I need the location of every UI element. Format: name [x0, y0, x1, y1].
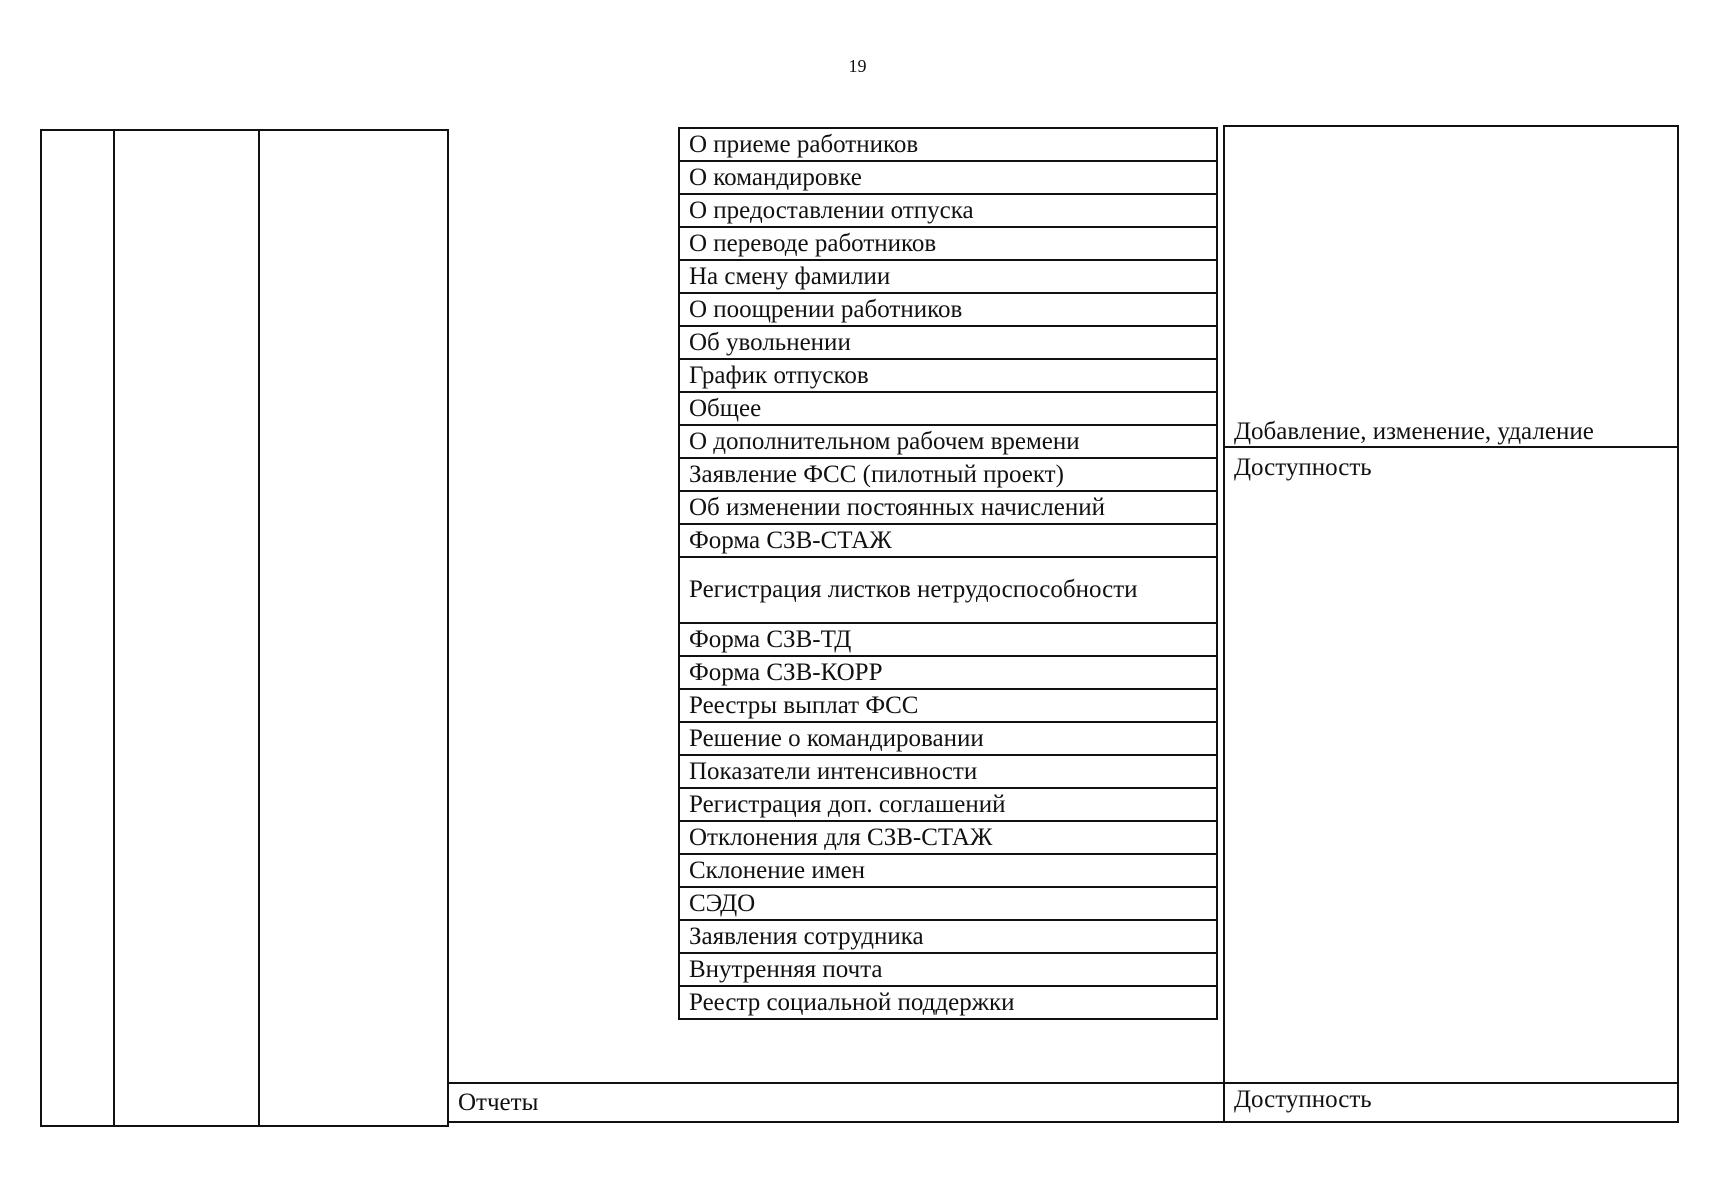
- items-table: [678, 127, 1218, 1020]
- table-row: [679, 524, 1217, 557]
- table-row: [679, 920, 1217, 953]
- item-cell: На смену фамилии: [679, 260, 1217, 293]
- table-row: [679, 425, 1217, 458]
- table-row: [679, 326, 1217, 359]
- item-cell: Общее: [679, 392, 1217, 425]
- item-cell: О приеме работников: [679, 128, 1217, 161]
- reports-row-top: [447, 1082, 1225, 1084]
- item-cell: Реестр социальной поддержки: [679, 986, 1217, 1019]
- reports-row-bottom: [447, 1121, 1225, 1123]
- table-row: [679, 986, 1217, 1019]
- reports-label: Отчеты: [458, 1089, 539, 1116]
- item-cell: О предоставлении отпуска: [679, 194, 1217, 227]
- page-number: 19: [848, 56, 867, 76]
- table-row: [679, 689, 1217, 722]
- item-cell: Заявление ФСС (пилотный проект): [679, 458, 1217, 491]
- item-cell: Регистрация листков нетрудоспособности: [679, 557, 1217, 623]
- table-row: [679, 227, 1217, 260]
- table-row: [679, 161, 1217, 194]
- left-frame: [40, 129, 449, 1127]
- table-row: [679, 128, 1217, 161]
- item-cell: Форма СЗВ-СТАЖ: [679, 524, 1217, 557]
- table-row: [679, 788, 1217, 821]
- item-cell: Отклонения для СЗВ-СТАЖ: [679, 821, 1217, 854]
- table-row: [679, 722, 1217, 755]
- table-row: [679, 623, 1217, 656]
- col-divider-2: [258, 129, 260, 1127]
- item-cell: О поощрении работников: [679, 293, 1217, 326]
- rights-general: Добавление, изменение, удаление: [1234, 418, 1594, 445]
- rights-frame: [1223, 125, 1679, 1123]
- item-cell: Внутренняя почта: [679, 953, 1217, 986]
- item-cell: Форма СЗВ-ТД: [679, 623, 1217, 656]
- item-cell: Регистрация доп. соглашений: [679, 788, 1217, 821]
- item-cell: О командировке: [679, 161, 1217, 194]
- table-row: [679, 854, 1217, 887]
- table-row: [679, 359, 1217, 392]
- item-cell: СЭДО: [679, 887, 1217, 920]
- item-cell: Заявления сотрудника: [679, 920, 1217, 953]
- table-row: [679, 887, 1217, 920]
- item-cell: О переводе работников: [679, 227, 1217, 260]
- table-row: [679, 491, 1217, 524]
- table-row: [679, 293, 1217, 326]
- table-row: [679, 260, 1217, 293]
- reports-right: Доступность: [1234, 1086, 1372, 1113]
- item-cell: Решение о командировании: [679, 722, 1217, 755]
- table-row: [679, 392, 1217, 425]
- table-row: [679, 821, 1217, 854]
- table-row: [679, 953, 1217, 986]
- table-row: [679, 458, 1217, 491]
- item-cell: Об увольнении: [679, 326, 1217, 359]
- item-cell: Реестры выплат ФСС: [679, 689, 1217, 722]
- table-row: [679, 194, 1217, 227]
- table-row: [679, 557, 1217, 623]
- item-cell: Показатели интенсивности: [679, 755, 1217, 788]
- item-cell: О дополнительном рабочем времени: [679, 425, 1217, 458]
- item-cell: Склонение имен: [679, 854, 1217, 887]
- table-row: [679, 656, 1217, 689]
- item-cell: График отпусков: [679, 359, 1217, 392]
- col-divider-1: [113, 129, 115, 1127]
- item-cell: Об изменении постоянных начислений: [679, 491, 1217, 524]
- rights-availability: Доступность: [1234, 454, 1372, 481]
- item-cell: Форма СЗВ-КОРР: [679, 656, 1217, 689]
- table-row: [679, 755, 1217, 788]
